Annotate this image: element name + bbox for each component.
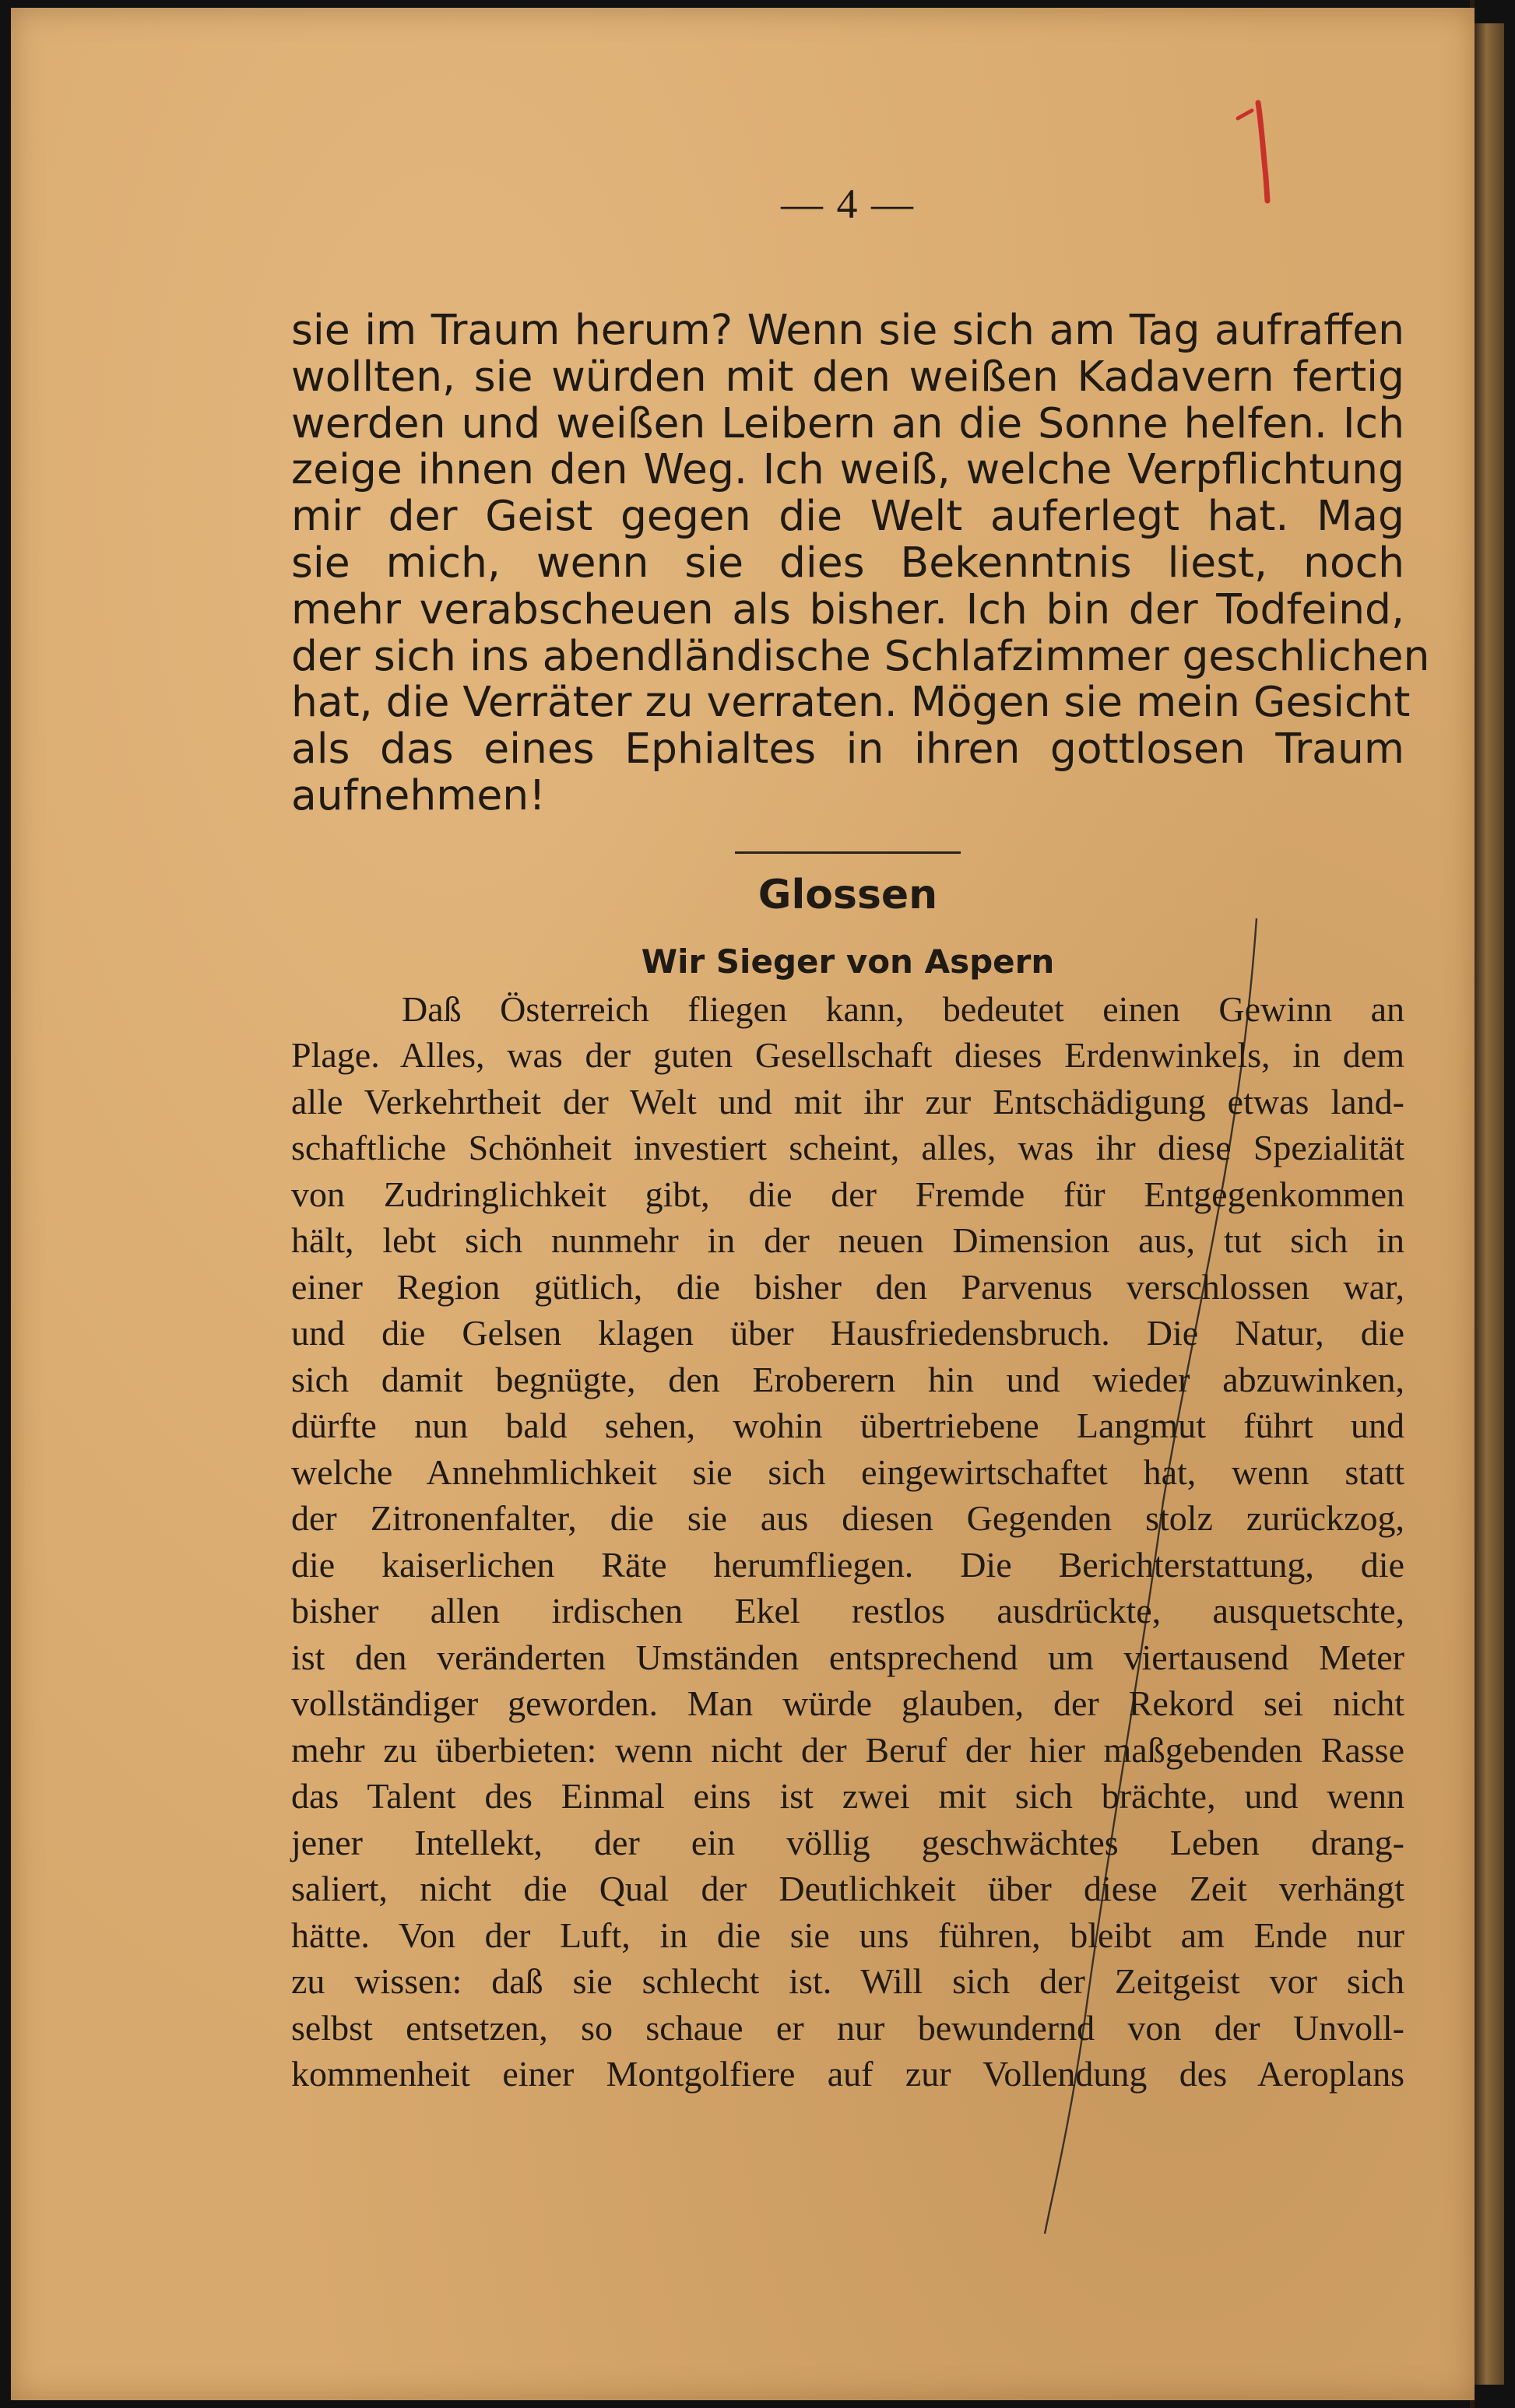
- text-line: kommenheit einer Montgolfiere auf zur Vollendung des Aeroplans: [291, 2054, 1404, 2094]
- text-line: dürfte nun bald sehen, wohin übertriebene Langmut führt und: [291, 1406, 1404, 1446]
- text-line: zeige ihnen den Weg. Ich weiß, welche Verpflichtung: [291, 444, 1404, 494]
- text-line: Daß Österreich fliegen kann, bedeutet einen Gewinn an: [402, 988, 1404, 1029]
- text-line: wollten, sie würden mit den weißen Kadavern fertig: [291, 351, 1404, 401]
- text-line: schaftliche Schönheit investiert scheint, alles, was ihr diese Spezialität: [291, 1128, 1404, 1168]
- text-line: das Talent des Einmal eins ist zwei mit sich brächte, und wenn: [291, 1776, 1404, 1817]
- text-line: der Zitronenfalter, die sie aus diesen Gegenden stolz zurückzog,: [291, 1498, 1404, 1539]
- text-line: hätte. Von der Luft, in die sie uns führen, bleibt am Ende nur: [291, 1915, 1404, 1955]
- text-line: die kaiserlichen Räte herumfliegen. Die Berichterstattung, die: [291, 1544, 1404, 1585]
- text-line: bisher allen irdischen Ekel restlos ausdrückte, ausquetschte,: [291, 1591, 1404, 1631]
- text-line: jener Intellekt, der ein völlig geschwächtes Leben drang-: [291, 1822, 1404, 1862]
- text-line: und die Gelsen klagen über Hausfriedensbruch. Die Natur, die: [291, 1313, 1404, 1353]
- text-line: einer Region gütlich, die bisher den Parvenus verschlossen war,: [291, 1266, 1404, 1307]
- book-page: [11, 8, 1475, 2400]
- text-line: mir der Geist gegen die Welt auferlegt hat. Mag: [291, 491, 1404, 541]
- text-line: mehr zu überbieten: wenn nicht der Beruf der hier maßgebenden Rasse: [291, 1729, 1404, 1770]
- text-line: sie mich, wenn sie dies Bekenntnis liest, noch: [291, 537, 1404, 587]
- page-number: — 4 —: [781, 181, 915, 227]
- text-line: selbst entsetzen, so schaue er nur bewundernd von der Unvoll-: [291, 2007, 1404, 2048]
- text-line: Plage. Alles, was der guten Gesellschaft dieses Erdenwinkels, in dem: [291, 1035, 1404, 1076]
- section-divider: [735, 851, 961, 854]
- text-line: der sich ins abendländische Schlafzimmer geschlichen: [291, 630, 1430, 680]
- intro-paragraph: [291, 305, 1430, 820]
- text-line: sie im Traum herum? Wenn sie sich am Tag aufraffen: [291, 305, 1404, 354]
- text-line: saliert, nicht die Qual der Deutlichkeit über diese Zeit verhängt: [291, 1869, 1404, 1909]
- article-body: [291, 986, 1404, 2097]
- section-title: Glossen: [758, 871, 938, 918]
- text-line: werden und weißen Leibern an die Sonne helfen. Ich: [291, 398, 1404, 448]
- text-line: alle Verkehrtheit der Welt und mit ihr zur Entschädigung etwas land-: [291, 1081, 1404, 1122]
- text-line: ist den veränderten Umständen entsprechend um viertausend Meter: [291, 1637, 1404, 1677]
- page-edge: [1475, 23, 1504, 2385]
- text-line: aufnehmen!: [291, 770, 546, 820]
- text-line: vollständiger geworden. Man würde glauben, der Rekord sei nicht: [291, 1683, 1404, 1724]
- article-title: Wir Sieger von Aspern: [641, 942, 1055, 981]
- page-content: [291, 179, 1430, 2097]
- text-line: hat, die Verräter zu verraten. Mögen sie mein Gesicht: [291, 677, 1411, 727]
- text-line: sich damit begnügte, den Eroberern hin und wieder abzuwinken,: [291, 1359, 1404, 1399]
- text-line: von Zudringlichkeit gibt, die der Fremde für Entgegenkommen: [291, 1174, 1404, 1214]
- text-line: hält, lebt sich nunmehr in der neuen Dimension aus, tut sich in: [291, 1220, 1404, 1261]
- text-line: als das eines Ephialtes in ihren gottlosen Traum: [291, 724, 1404, 774]
- text-line: zu wissen: daß sie schlecht ist. Will sich der Zeitgeist vor sich: [291, 1961, 1404, 2002]
- text-line: welche Annehmlichkeit sie sich eingewirtschaftet hat, wenn statt: [291, 1451, 1404, 1492]
- text-line: mehr verabscheuen als bisher. Ich bin der Todfeind,: [291, 584, 1404, 634]
